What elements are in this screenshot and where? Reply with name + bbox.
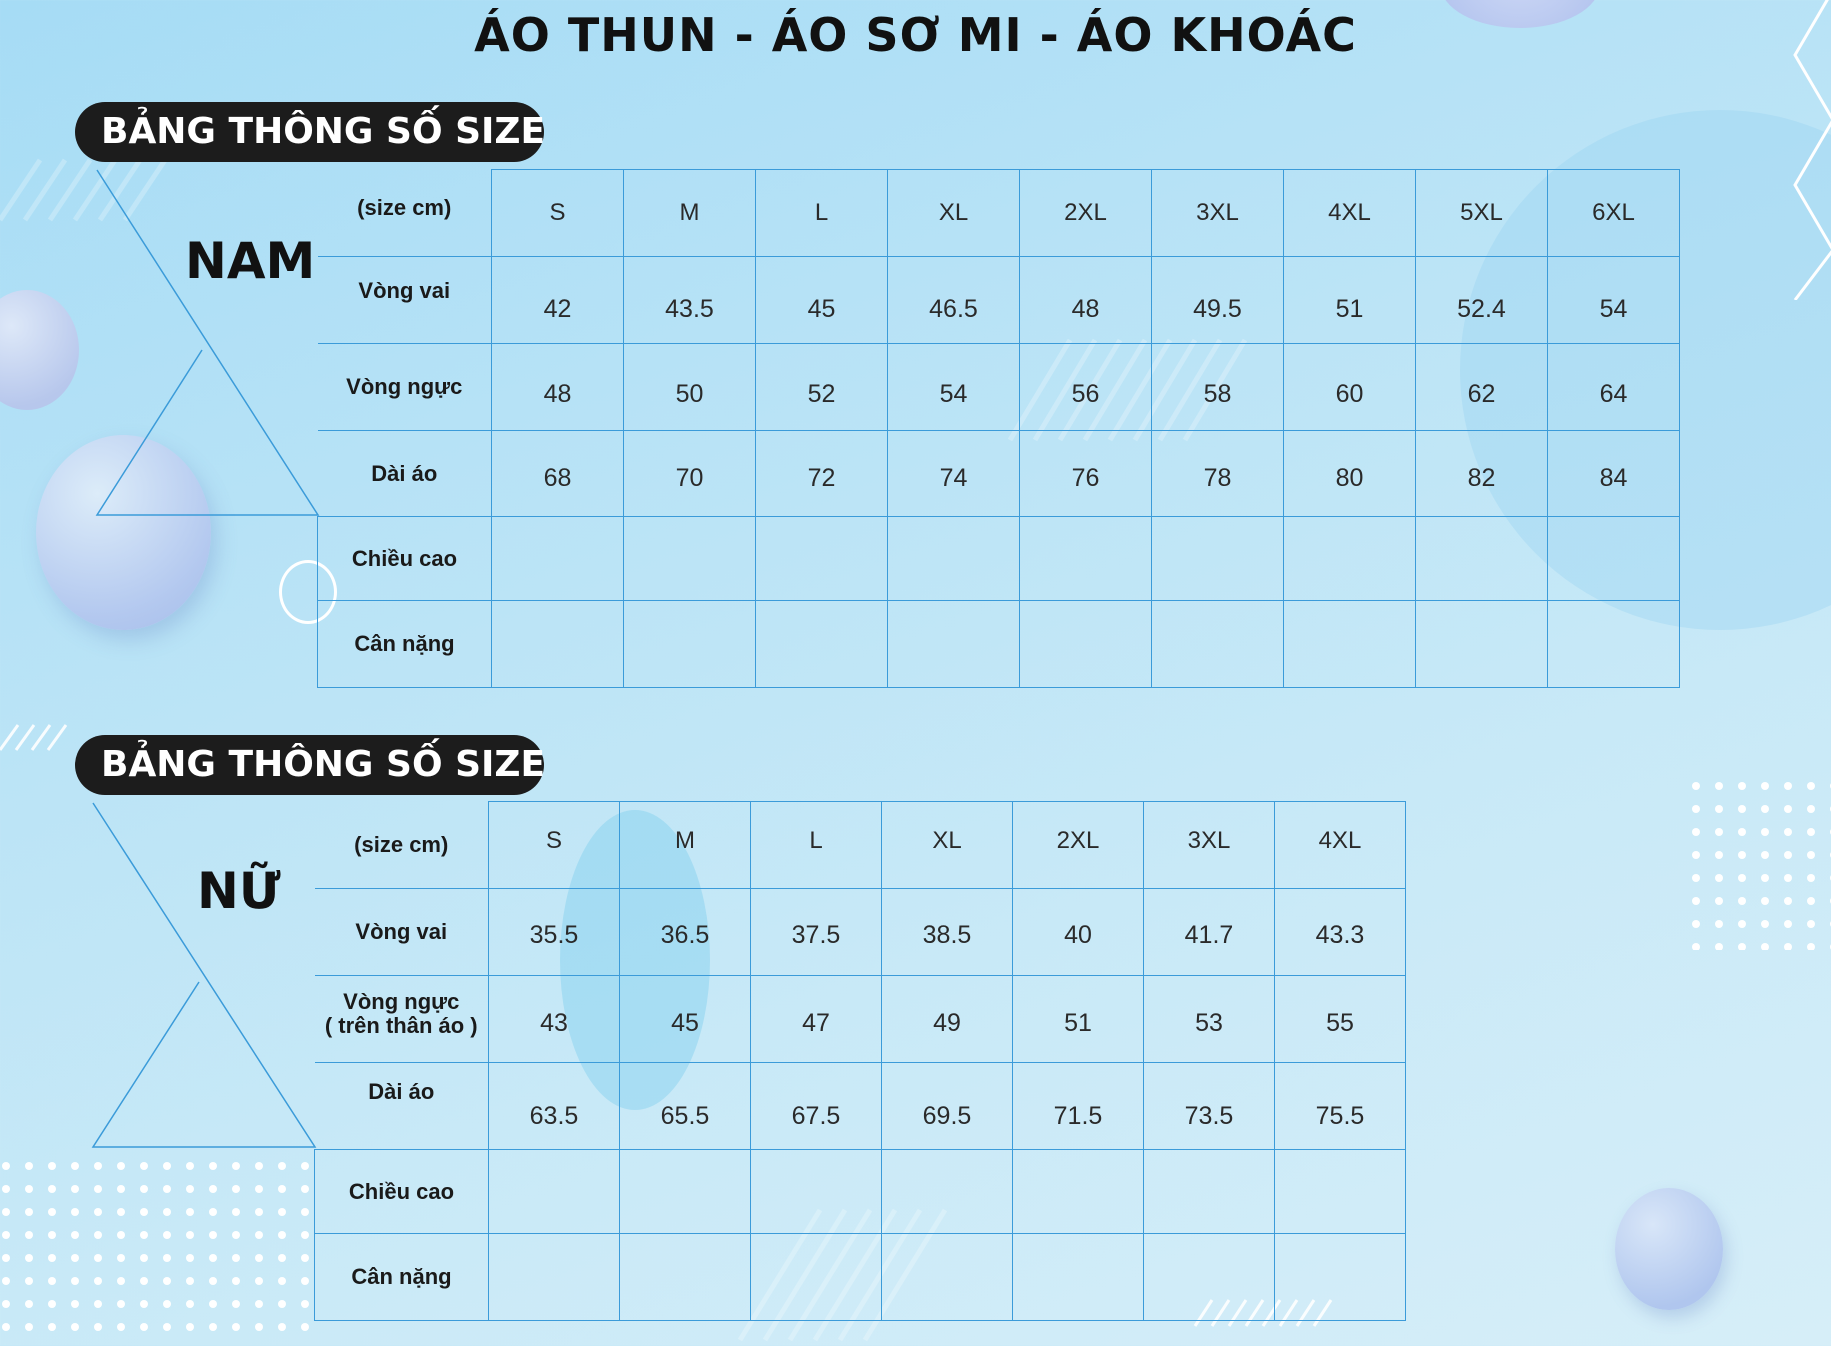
table-row (318, 601, 1680, 688)
table-cell: 35.5 (489, 889, 620, 976)
table-cell: 76 (1020, 431, 1152, 517)
row-label: Cân nặng (318, 601, 492, 688)
table-cell (1152, 601, 1284, 688)
table-cell: 49.5 (1152, 257, 1284, 344)
row-label: Vòng vai (318, 257, 492, 344)
size-header: 3XL (1144, 802, 1275, 889)
gender-label-men: NAM (185, 232, 316, 290)
size-header: L (751, 802, 882, 889)
size-header: S (489, 802, 620, 889)
row-label-line: Vòng ngực (343, 989, 460, 1014)
table-row (318, 431, 1680, 517)
row-label: Chiều cao (315, 1150, 489, 1234)
table-cell (489, 1150, 620, 1234)
table-cell: 50 (624, 344, 756, 431)
table-cell (1284, 517, 1416, 601)
table-cell: 43.5 (624, 257, 756, 344)
table-cell: 45 (756, 257, 888, 344)
table-cell (624, 517, 756, 601)
table-cell (1020, 601, 1152, 688)
gender-label-women: NỮ (197, 862, 281, 920)
table-cell: 67.5 (751, 1063, 882, 1150)
table-cell: 55 (1275, 976, 1406, 1063)
size-header: XL (888, 170, 1020, 257)
table-cell: 75.5 (1275, 1063, 1406, 1150)
row-label: Vòng vai (315, 889, 489, 976)
table-cell (1416, 601, 1548, 688)
table-cell: 73.5 (1144, 1063, 1275, 1150)
table-header-row (318, 170, 1680, 257)
table-row (315, 1150, 1406, 1234)
table-row (315, 889, 1406, 976)
table-cell (1275, 1150, 1406, 1234)
table-cell (1013, 1234, 1144, 1321)
table-cell: 38.5 (882, 889, 1013, 976)
table-cell: 46.5 (888, 257, 1020, 344)
table-cell (751, 1150, 882, 1234)
table-cell (1416, 517, 1548, 601)
row-label: Dài áo (315, 1063, 489, 1150)
table-cell (1275, 1234, 1406, 1321)
size-header: 2XL (1013, 802, 1144, 889)
dot-grid-left (0, 1160, 310, 1346)
table-cell: 54 (888, 344, 1020, 431)
table-cell: 48 (492, 344, 624, 431)
size-header: 6XL (1548, 170, 1680, 257)
size-header: 4XL (1275, 802, 1406, 889)
table-cell: 56 (1020, 344, 1152, 431)
table-cell: 52 (756, 344, 888, 431)
table-cell (882, 1234, 1013, 1321)
table-cell: 47 (751, 976, 882, 1063)
size-header: 3XL (1152, 170, 1284, 257)
page-title: ÁO THUN - ÁO SƠ MI - ÁO KHOÁC (474, 8, 1357, 62)
row-label: Vòng ngực (318, 344, 492, 431)
corner-label: (size cm) (315, 802, 489, 889)
table-row (315, 976, 1406, 1063)
table-cell: 51 (1013, 976, 1144, 1063)
table-cell (888, 601, 1020, 688)
table-cell: 65.5 (620, 1063, 751, 1150)
table-cell (492, 601, 624, 688)
table-cell: 52.4 (1416, 257, 1548, 344)
table-row (318, 517, 1680, 601)
size-header: M (620, 802, 751, 889)
row-label (315, 976, 489, 1063)
row-label: Cân nặng (315, 1234, 489, 1321)
table-cell (1013, 1150, 1144, 1234)
table-cell (1548, 517, 1680, 601)
table-cell: 53 (1144, 976, 1275, 1063)
row-label-line: ( trên thân áo ) (324, 1013, 478, 1038)
table-cell (888, 517, 1020, 601)
table-cell (751, 1234, 882, 1321)
table-cell: 71.5 (1013, 1063, 1144, 1150)
size-header: S (492, 170, 624, 257)
table-cell: 82 (1416, 431, 1548, 517)
bubble-small-left (0, 290, 79, 410)
table-cell: 58 (1152, 344, 1284, 431)
table-cell: 49 (882, 976, 1013, 1063)
table-cell (1284, 601, 1416, 688)
table-cell (1144, 1150, 1275, 1234)
table-cell (492, 517, 624, 601)
table-row (315, 1063, 1406, 1150)
size-chart-badge-men: BẢNG THÔNG SỐ SIZE (75, 102, 544, 162)
bubble-large-left (36, 435, 211, 630)
table-row (318, 257, 1680, 344)
table-cell: 64 (1548, 344, 1680, 431)
dot-grid-right (1690, 780, 1831, 950)
table-cell: 68 (492, 431, 624, 517)
table-cell: 45 (620, 976, 751, 1063)
table-cell: 69.5 (882, 1063, 1013, 1150)
size-table-women (314, 801, 1406, 1321)
table-cell (1152, 517, 1284, 601)
table-cell (756, 517, 888, 601)
table-cell: 41.7 (1144, 889, 1275, 976)
size-header: XL (882, 802, 1013, 889)
size-header: L (756, 170, 888, 257)
table-cell: 80 (1284, 431, 1416, 517)
table-cell: 43.3 (1275, 889, 1406, 976)
corner-label: (size cm) (318, 170, 492, 257)
table-cell (620, 1234, 751, 1321)
table-cell: 78 (1152, 431, 1284, 517)
table-cell: 36.5 (620, 889, 751, 976)
size-header: 5XL (1416, 170, 1548, 257)
table-cell: 37.5 (751, 889, 882, 976)
table-cell (624, 601, 756, 688)
size-header: 4XL (1284, 170, 1416, 257)
table-cell (1020, 517, 1152, 601)
row-label: Dài áo (318, 431, 492, 517)
table-cell: 54 (1548, 257, 1680, 344)
table-row (318, 344, 1680, 431)
table-cell (756, 601, 888, 688)
table-cell: 43 (489, 976, 620, 1063)
table-cell: 70 (624, 431, 756, 517)
size-header: M (624, 170, 756, 257)
size-header: 2XL (1020, 170, 1152, 257)
table-cell: 51 (1284, 257, 1416, 344)
table-cell: 40 (1013, 889, 1144, 976)
table-cell (489, 1234, 620, 1321)
table-cell: 60 (1284, 344, 1416, 431)
table-cell: 48 (1020, 257, 1152, 344)
table-cell: 72 (756, 431, 888, 517)
table-cell: 62 (1416, 344, 1548, 431)
row-label: Chiều cao (318, 517, 492, 601)
table-cell (620, 1150, 751, 1234)
table-cell: 84 (1548, 431, 1680, 517)
size-chart-badge-women: BẢNG THÔNG SỐ SIZE (75, 735, 544, 795)
size-table-men (317, 169, 1680, 688)
table-cell (1548, 601, 1680, 688)
table-cell (1144, 1234, 1275, 1321)
table-header-row (315, 802, 1406, 889)
table-cell: 42 (492, 257, 624, 344)
table-cell: 74 (888, 431, 1020, 517)
table-cell: 63.5 (489, 1063, 620, 1150)
table-row (315, 1234, 1406, 1321)
table-cell (882, 1150, 1013, 1234)
bubble-bottom-right (1615, 1188, 1723, 1310)
